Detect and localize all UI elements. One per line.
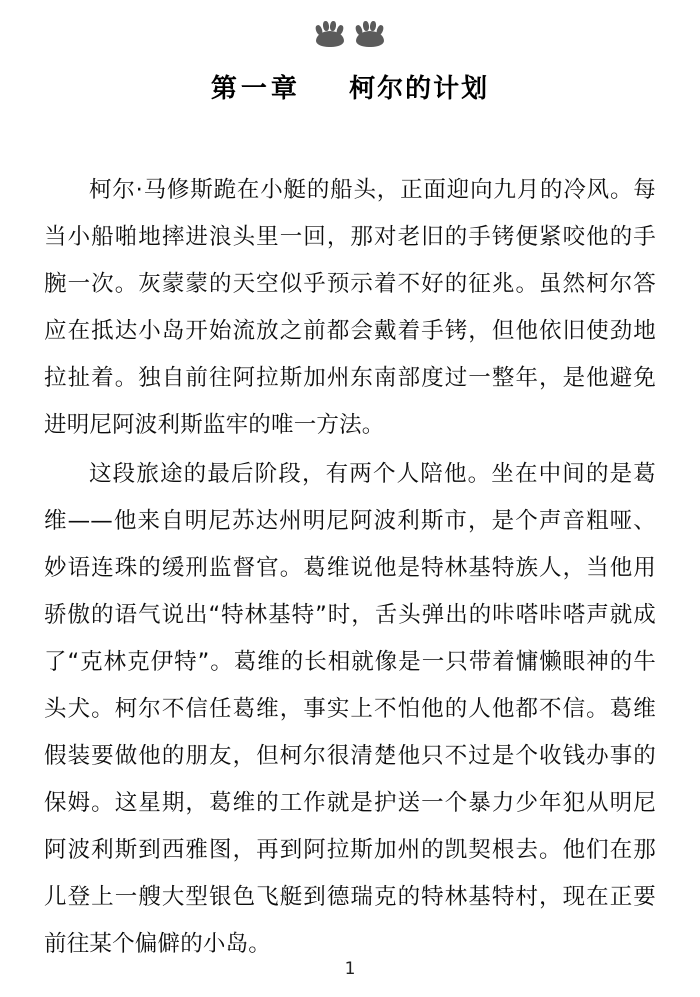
paragraph: 这段旅途的最后阶段，有两个人陪他。坐在中间的是葛维——他来自明尼苏达州明尼阿波利斯市，是个声音粗哑、妙语连珠的缓刑监督官。葛维说他是特林基特族人，当他用骄傲的语气说出“特林基特”时，舌头弹出的咔嗒咔嗒声就成了“克林克伊特”。葛维的长相就像是一只带着慵懒眼神的牛头犬。柯尔不信任葛维，事实上不怕他的人他都不信。葛维假装要做他的朋友，但柯尔很清楚他只不过是个收钱办事的保姆。这星期，葛维的工作就是护送一个暴力少年犯从明尼阿波利斯到西雅图，再到阿拉斯加州的凯契根去。他们在那儿登上一艘大型银色飞艇到德瑞克的特林基特村，现在正要前往某个偏僻的小岛。	[44, 461, 656, 957]
paw-print-icon	[353, 18, 387, 48]
chapter-number: 第一章	[210, 74, 301, 104]
chapter-title-text: 柯尔的计划	[349, 74, 490, 104]
page-number: 1	[344, 959, 356, 979]
page-title	[0, 68, 700, 105]
paragraph: 柯尔·马修斯跪在小艇的船头，正面迎向九月的冷风。每当小船啪地摔进浪头里一回，那对老旧的手铐便紧咬他的手腕一次。灰蒙蒙的天空似乎预示着不好的征兆。虽然柯尔答应在抵达小岛开始流放之前都会戴着手铐，但他依旧使劲地拉扯着。独自前往阿拉斯加州东南部度过一整年，是他避免进明尼阿波利斯监牢的唯一方法。	[44, 177, 656, 438]
body-text	[44, 105, 656, 968]
paw-print-icon	[313, 18, 347, 48]
chapter-ornament	[0, 0, 700, 48]
